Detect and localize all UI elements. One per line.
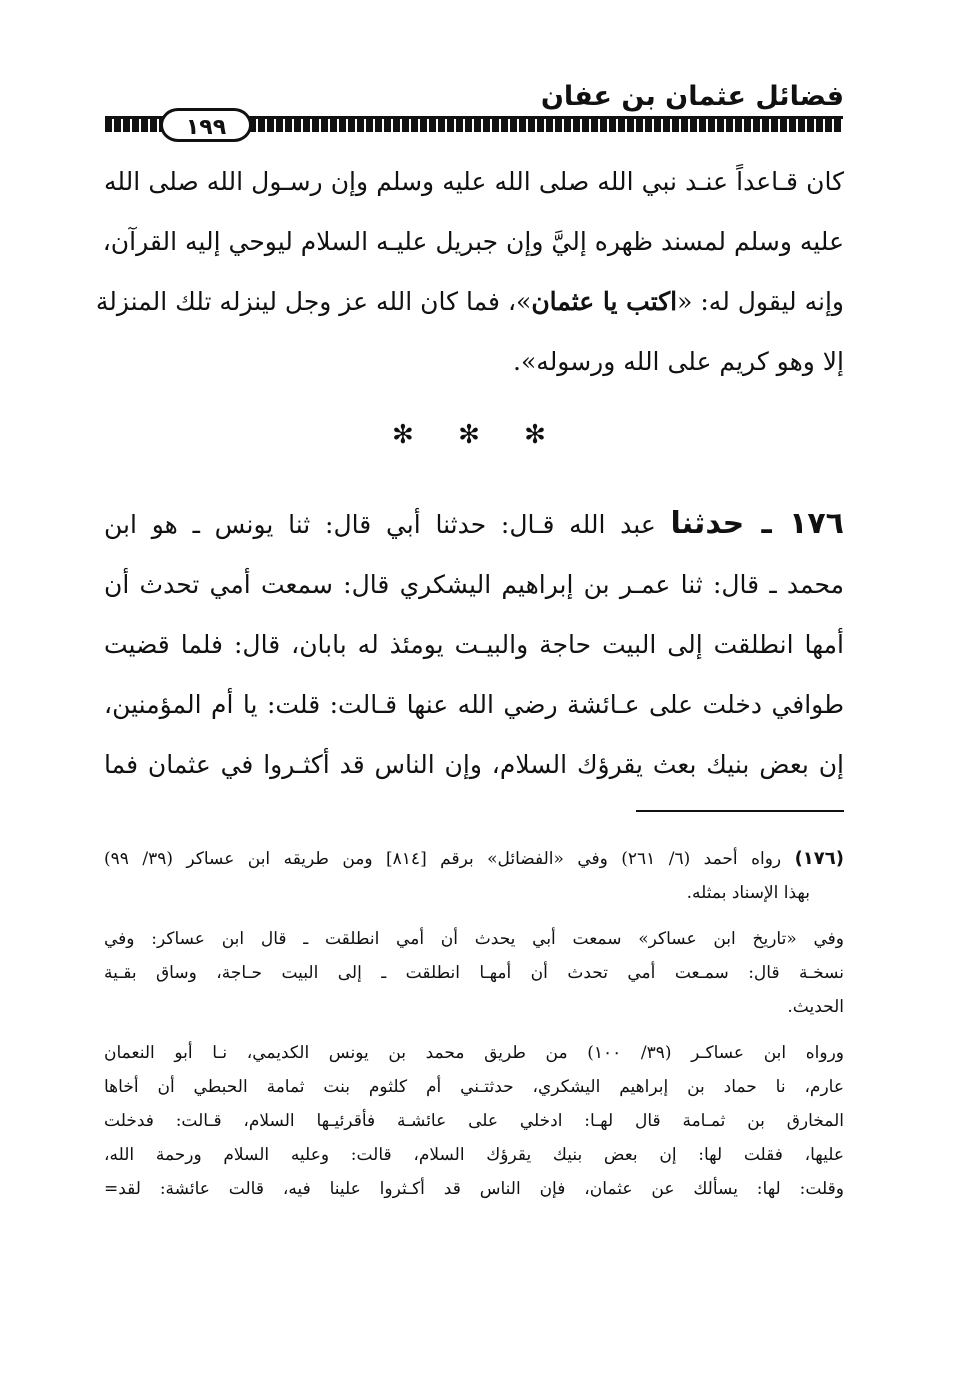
footnote-rule (636, 810, 844, 812)
text-line: إلا وهو كريم على الله ورسوله». (513, 347, 844, 376)
continuation-paragraph (95, 152, 844, 392)
footnote-paragraph (104, 1036, 844, 1206)
section-separator: ✻ ✻ ✻ (392, 420, 564, 450)
footnote-line: عليها، فقلت لها: إن بعض بنيك يقرؤك السلام، قالت: وعليه السلام ورحمة الله، (104, 1145, 844, 1165)
footnote-line: وفي «تاريخ ابن عساكر» سمعت أبي يحدث أن أمي انطلقت ـ قال ابن عساكر: وفي (104, 929, 844, 949)
hadith-paragraph (104, 494, 844, 795)
text-fragment: وإنه ليقول له: « (677, 287, 844, 316)
text-line: أمها انطلقت إلى البيت حاجة والبيـت يومئذ له بابان، قال: فلما قضيت (104, 630, 844, 659)
footnote-line: ورواه ابن عساكـر (٣٩/ ١٠٠) من طريق محمد بن يونس الكديمي، نـا أبو النعمان (104, 1043, 844, 1063)
footnote-paragraph (104, 842, 844, 910)
running-header-title: فضائل عثمان بن عفان (540, 81, 844, 112)
footnote-paragraph (104, 922, 844, 1024)
hadith-number: ١٧٦ ـ حدثنا (670, 506, 844, 541)
footnote-number: (١٧٦) (794, 848, 844, 869)
text-line: إن بعض بنيك بعث يقرؤك السلام، وإن الناس قد أكثـروا في عثمان فما (104, 750, 844, 779)
footnote-line: الحديث. (787, 997, 844, 1017)
text-line (104, 494, 844, 555)
text-fragment: رواه أحمد (٦/ ٢٦١) وفي «الفضائل» برقم [٨١٤] ومن طريقه ابن عساكر (٣٩/ ٩٩) (104, 849, 795, 869)
text-line: عليه وسلم لمسند ظهره إليَّ وإن جبريل عليـه السلام ليوحي إليه القرآن، (102, 227, 844, 256)
quoted-command: اكتب يا عثمان (531, 287, 678, 316)
text-line: محمد ـ قال: ثنا عمـر بن إبراهيم اليشكري قال: سمعت أمي تحدث أن (104, 570, 844, 599)
page-number-badge: ١٩٩ (160, 108, 252, 142)
text-line: كان قـاعداً عنـد نبي الله صلى الله عليه وسلم وإن رسـول الله صلى الله (104, 167, 844, 196)
footnotes (104, 842, 844, 1218)
text-line: طوافي دخلت على عـائشة رضي الله عنها قـالت: قلت: يا أم المؤمنين، (104, 690, 844, 719)
footnote-line: نسخـة قال: سمـعت أمي تحدث أن أمهـا انطلقت ـ إلى البيت حـاجة، وساق بقـية (104, 963, 844, 983)
text-fragment: عبد الله قـال: حدثنا أبي قال: ثنا يونس ـ هو ابن (104, 510, 671, 539)
footnote-line: بهذا الإسناد بمثله. (686, 883, 810, 903)
text-line (95, 272, 844, 332)
footnote-line: المخارق بن ثمـامة قال لهـا: ادخلي على عائشـة فأقرئيـها السلام، قـالت: فدخلت (104, 1111, 844, 1131)
footnote-line (104, 842, 844, 876)
footnote-line: عارم، نا حماد بن إبراهيم اليشكري، حدثتـني أم كلثوم بنت ثمامة الحبطي أن أخاها (104, 1077, 844, 1097)
text-fragment: »، فما كان الله عز وجل لينزله تلك المنزلة (95, 287, 532, 316)
footnote-line: وقلت: لها: يسألك عن عثمان، فإن الناس قد أكـثروا علينا فيه، قالت عائشة: لقد= (104, 1179, 844, 1199)
